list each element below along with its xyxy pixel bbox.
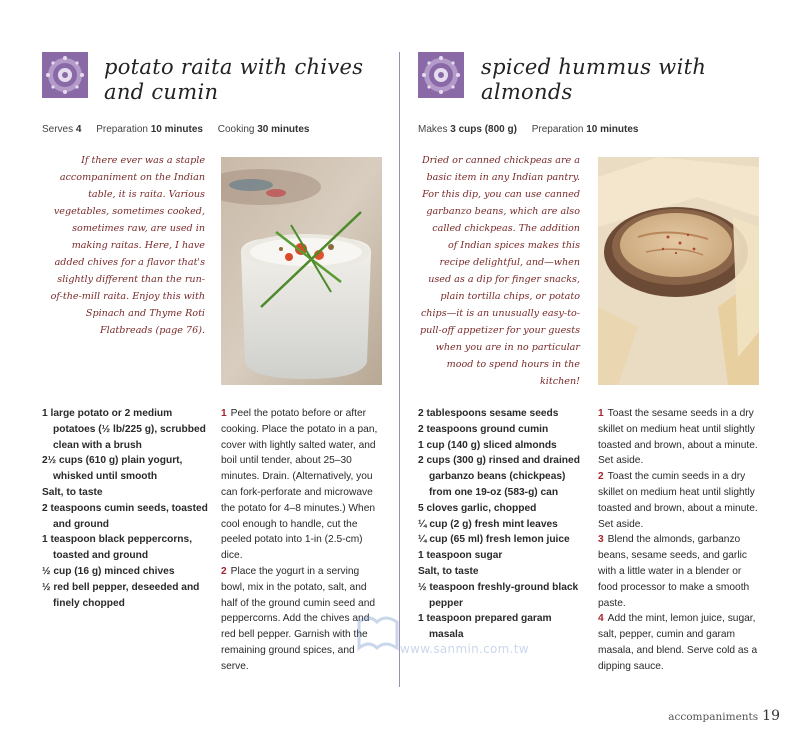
hummus-photo <box>598 157 759 385</box>
recipe-intro: If there ever was a staple accompaniment on the Indian table, it is raita. Various vegetables, sometimes cooked, sometimes raw, are used in making raitas. Here, I have added chives for a flavor that's slightly different than the run-of-the-mill raita. Enjoy this with Spinach and Thyme Roti Flatbreads (page 76). <box>50 155 205 336</box>
step-number: 2 <box>221 565 227 577</box>
method-step <box>598 611 758 674</box>
ingredient-item: 2 teaspoons ground cumin <box>418 423 549 435</box>
watermark-logo-icon <box>355 612 401 652</box>
ingredient-item: 1 teaspoon sugar <box>418 550 503 562</box>
prep-label: Preparation <box>96 124 148 135</box>
step-number: 4 <box>598 613 604 625</box>
prep-value: 10 minutes <box>586 124 639 135</box>
ingredient-item: 2 tablespoons sesame seeds <box>418 408 559 419</box>
prep-label: Preparation <box>531 124 584 135</box>
ornament-emblem-icon <box>42 52 88 98</box>
ingredient-item: Salt, to taste <box>418 565 479 577</box>
recipe-title: potato raita with chives and cumin <box>104 55 364 104</box>
prep-value: 10 minutes <box>150 124 203 135</box>
makes-value: 3 cups (800 g) <box>450 124 517 135</box>
recipe-meta <box>42 124 322 135</box>
cook-value: 30 minutes <box>257 124 310 135</box>
ingredient-item: 1 cup (140 g) sliced almonds <box>418 439 557 451</box>
serves-label: Serves <box>42 124 74 135</box>
step-number: 2 <box>598 471 604 483</box>
raita-photo <box>221 157 382 385</box>
step-text: Blend the almonds, garbanzo beans, sesame seeds, and garlic with a little water in a blender or food processor to make a smooth paste. <box>598 534 750 609</box>
ingredient-item: ½ red bell pepper, deseeded and finely chopped <box>42 581 200 609</box>
page-number: 19 <box>762 708 780 724</box>
step-number: 1 <box>221 408 227 419</box>
method-steps <box>598 406 758 675</box>
ingredient-list <box>418 406 588 643</box>
ingredient-item: ½ cup (16 g) minced chives <box>42 565 175 577</box>
ingredient-item: 2 cups (300 g) rinsed and drained garbanzo beans (chickpeas) from one 19-oz (583-g) can <box>418 455 580 498</box>
recipe-title: spiced hummus with almonds <box>481 55 707 104</box>
step-text: Place the yogurt in a serving bowl, mix in the potato, salt, and half of the ground cumin seed and peppercorns. Add the chives and red bell pepper. Garnish with the remaining ground spices, and serve. <box>221 565 376 672</box>
watermark-url: www.sanmin.com.tw <box>400 642 529 656</box>
ingredient-item: ¼ cup (65 ml) fresh lemon juice <box>418 534 570 546</box>
method-step <box>598 406 758 469</box>
ingredient-item: 1 large potato or 2 medium potatoes (½ lb/225 g), scrubbed clean with a brush <box>42 408 206 451</box>
step-number: 1 <box>598 408 604 419</box>
ingredient-item: 5 cloves garlic, chopped <box>418 502 537 514</box>
step-text: Peel the potato before or after cooking. Place the potato in a pan, cover with lightly salted water, and boil until tender, about 25–30 minutes. Drain. (Alternatively, you can fork-perforate and microwave the potato for 4–8 minutes.) When cool enough to handle, cut the peeled potato into 1-in (2.5-cm) dice. <box>221 408 378 562</box>
makes-label: Makes <box>418 124 448 135</box>
recipe-meta <box>418 124 650 135</box>
ingredient-item: 2½ cups (610 g) plain yogurt, whisked until smooth <box>42 455 183 483</box>
step-text: Toast the sesame seeds in a dry skillet on medium heat until slightly toasted and brown, about a minute. Set aside. <box>598 408 758 467</box>
cook-label: Cooking <box>217 124 255 135</box>
ingredient-item: Salt, to taste <box>42 486 103 498</box>
ingredient-item: 1 teaspoon black peppercorns, toasted and ground <box>42 534 193 562</box>
serves-value: 4 <box>75 124 82 135</box>
method-step <box>598 532 758 611</box>
method-step <box>598 469 758 532</box>
column-divider <box>399 52 400 687</box>
recipe-intro: Dried or canned chickpeas are a basic item in any Indian pantry. For this dip, you can use canned garbanzo beans, which are also called chickpeas. The addition of Indian spices makes this recipe delightful, and—when used as a dip for finger snacks, plain tortilla chips, or potato chips—it is an unusually easy-to-pull-off appetizer for your guests when you are in no particular mood to spend hours in the kitchen! <box>420 155 580 387</box>
step-text: Add the mint, lemon juice, sugar, salt, pepper, cumin and garam masala, and blend. Serve cold as a dipping sauce. <box>598 613 758 672</box>
ornament-emblem-icon <box>418 52 464 98</box>
method-step <box>221 406 381 564</box>
step-number: 3 <box>598 534 604 546</box>
footer-section: accompaniments <box>668 711 759 723</box>
page-footer <box>668 708 780 724</box>
ingredient-item: ¼ cup (2 g) fresh mint leaves <box>418 518 558 530</box>
ingredient-item: 2 teaspoons cumin seeds, toasted and ground <box>42 502 208 530</box>
step-text: Toast the cumin seeds in a dry skillet on medium heat until slightly toasted and brown, about a minute. Set aside. <box>598 471 758 530</box>
ingredient-item: ½ teaspoon freshly-ground black pepper <box>418 581 579 609</box>
ingredient-list <box>42 406 212 611</box>
publisher-watermark <box>355 612 585 662</box>
ingredient-item: 1 teaspoon prepared garam masala <box>418 613 552 641</box>
